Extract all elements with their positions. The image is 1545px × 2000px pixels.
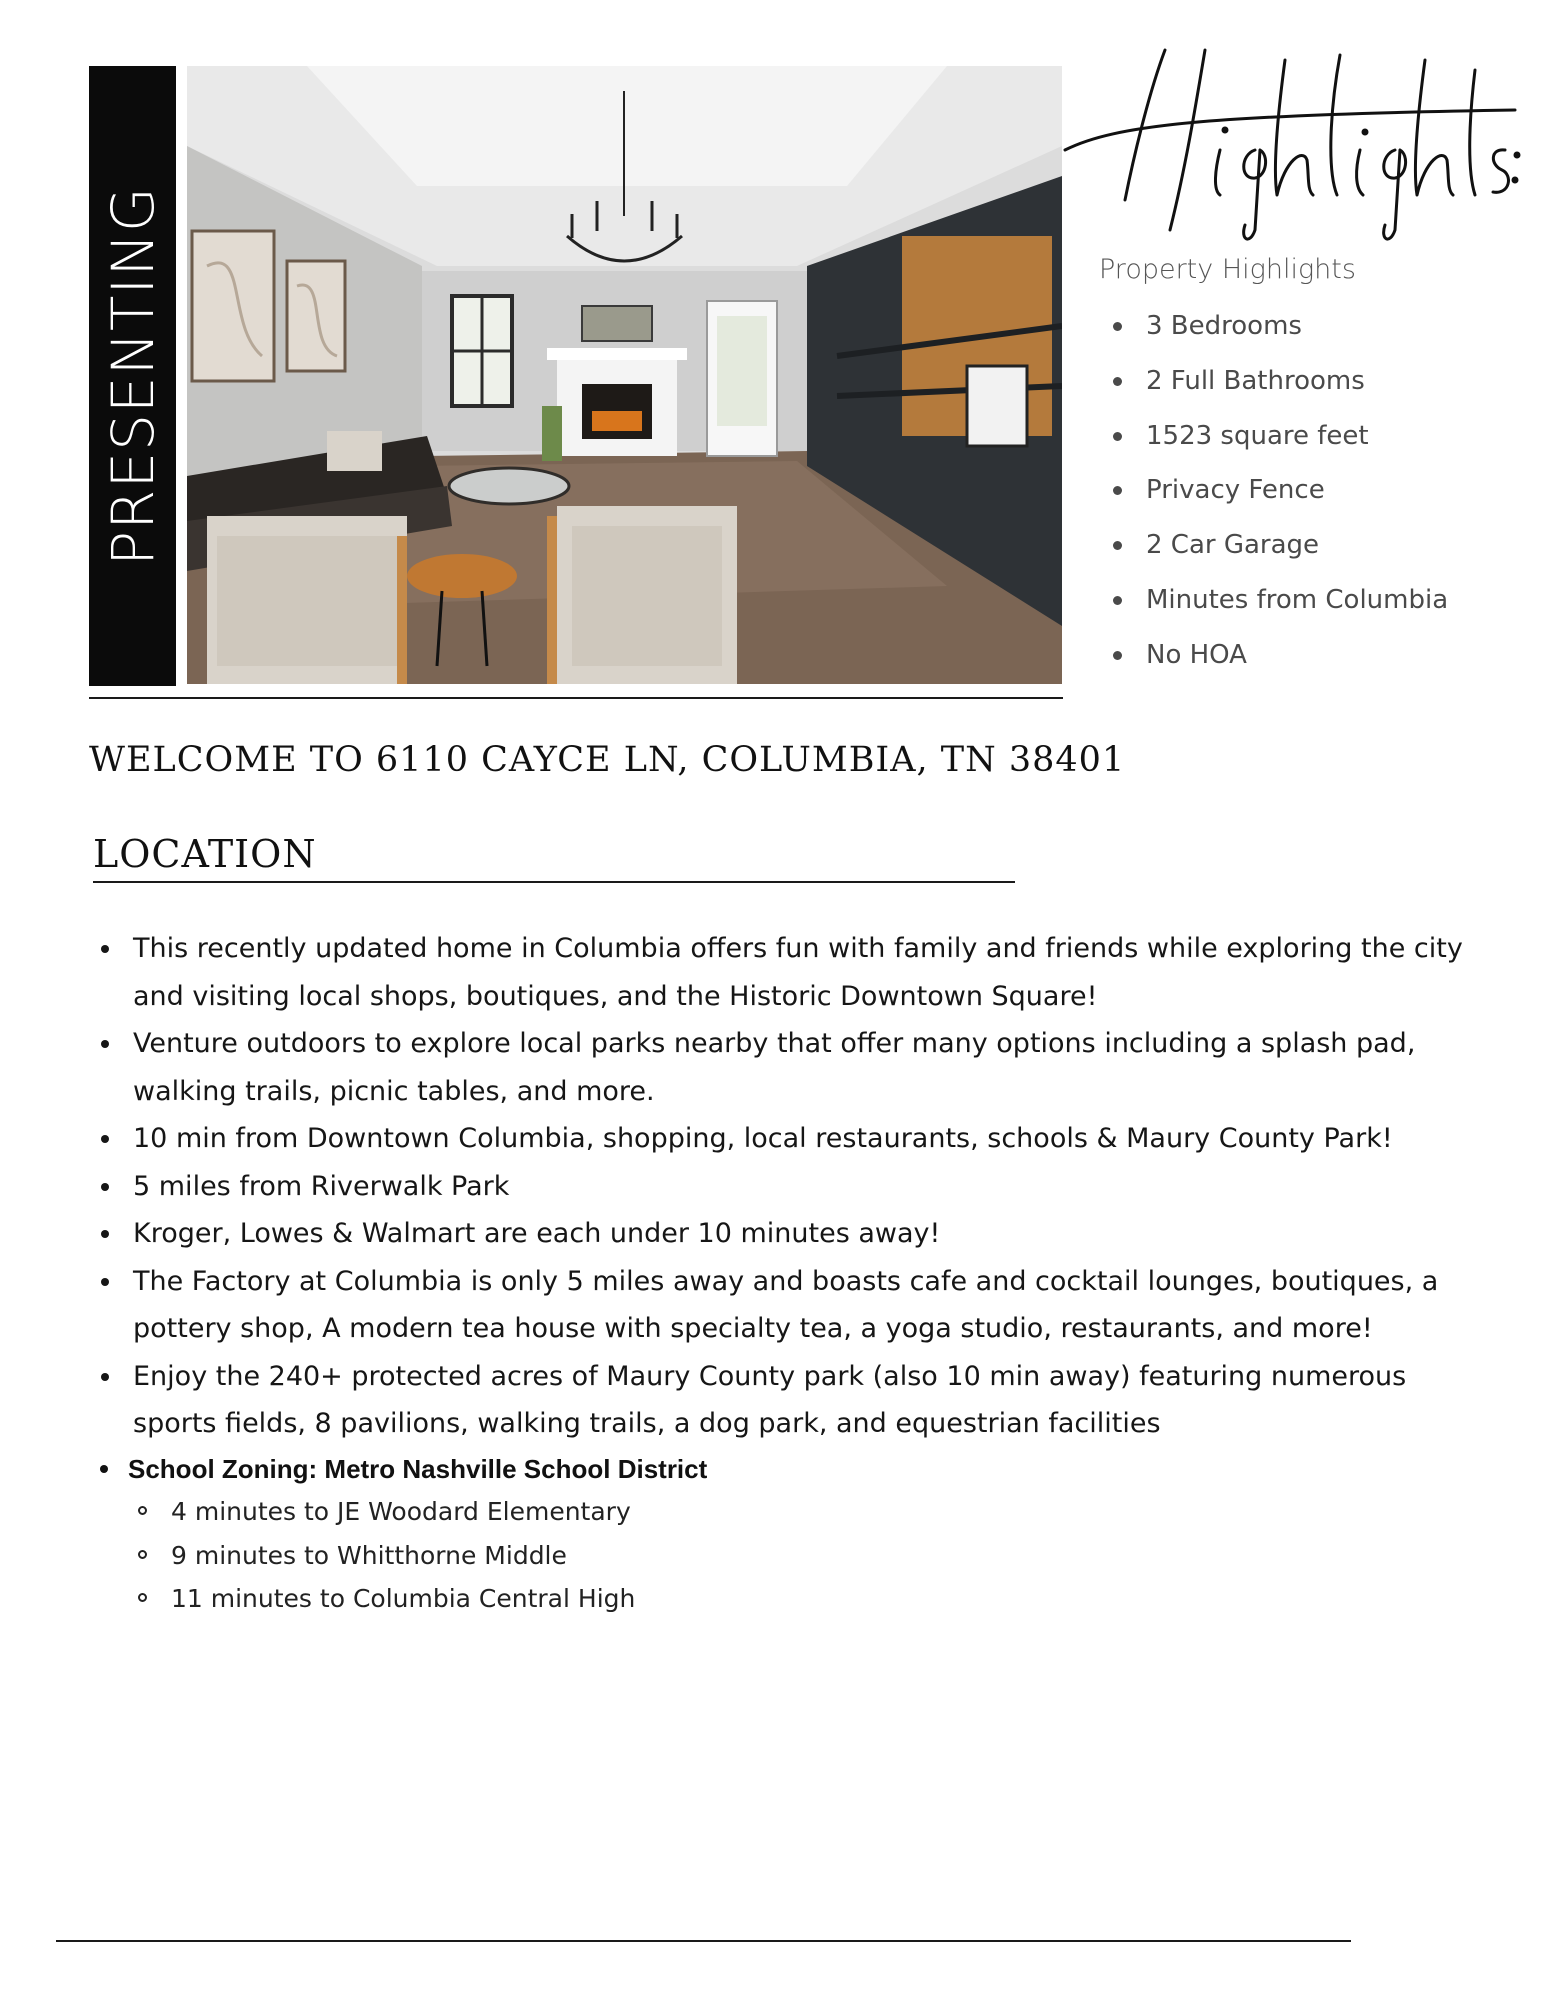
school-item: 11 minutes to Columbia Central High xyxy=(138,1577,707,1621)
presenting-label: PRESENTING xyxy=(98,186,167,566)
highlights-script-title xyxy=(1055,30,1525,260)
location-item: This recently updated home in Columbia offers fun with family and friends while exploring the city and visiting local shops, boutiques, and the Historic Downtown Square! xyxy=(95,925,1485,1020)
school-zoning xyxy=(100,1448,707,1621)
school-item: 4 minutes to JE Woodard Elementary xyxy=(138,1490,707,1534)
location-heading: LOCATION xyxy=(93,832,317,876)
location-item: 10 min from Downtown Columbia, shopping, local restaurants, schools & Maury County Park! xyxy=(95,1115,1485,1163)
footer-divider xyxy=(56,1940,1351,1942)
welcome-address-heading: WELCOME TO 6110 CAYCE LN, COLUMBIA, TN 38401 xyxy=(89,740,1126,780)
highlight-item: Minutes from Columbia xyxy=(1113,577,1448,632)
location-item: Kroger, Lowes & Walmart are each under 10 minutes away! xyxy=(95,1210,1485,1258)
highlight-item: 3 Bedrooms xyxy=(1113,303,1448,358)
living-room-photo xyxy=(187,66,1062,684)
location-item: Enjoy the 240+ protected acres of Maury County park (also 10 min away) featuring numerous sports fields, 8 pavilions, walking trails, a dog park, and equestrian facilities xyxy=(95,1353,1485,1448)
property-highlights-heading: Property Highlights xyxy=(1099,254,1356,285)
location-item: Venture outdoors to explore local parks nearby that offer many options including a splash pad, walking trails, picnic tables, and more. xyxy=(95,1020,1485,1115)
school-zoning-heading: School Zoning: Metro Nashville School District xyxy=(100,1448,707,1490)
school-list xyxy=(100,1490,707,1621)
photo-underline xyxy=(89,697,1063,699)
highlights-list xyxy=(1113,303,1448,687)
location-list xyxy=(95,925,1485,1448)
highlight-item: 1523 square feet xyxy=(1113,413,1448,468)
location-item: 5 miles from Riverwalk Park xyxy=(95,1163,1485,1211)
school-item: 9 minutes to Whitthorne Middle xyxy=(138,1534,707,1578)
highlight-item: Privacy Fence xyxy=(1113,467,1448,522)
presenting-banner xyxy=(89,66,176,686)
location-item: The Factory at Columbia is only 5 miles away and boasts cafe and cocktail lounges, boutiques, a pottery shop, A modern tea house with specialty tea, a yoga studio, restaurants, and more! xyxy=(95,1258,1485,1353)
highlight-item: 2 Full Bathrooms xyxy=(1113,358,1448,413)
location-underline xyxy=(93,881,1015,883)
highlight-item: No HOA xyxy=(1113,632,1448,687)
highlight-item: 2 Car Garage xyxy=(1113,522,1448,577)
